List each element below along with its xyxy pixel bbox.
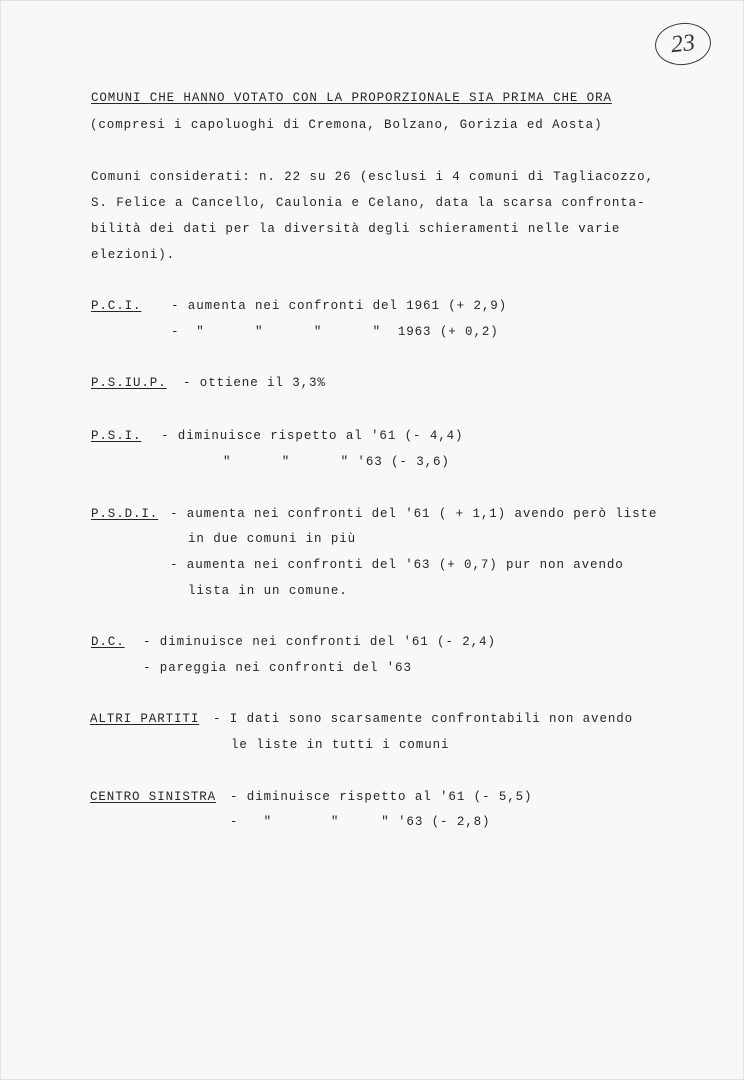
document-title: COMUNI CHE HANNO VOTATO CON LA PROPORZIONALE SIA PRIMA CHE ORA xyxy=(91,91,612,105)
centro-sinistra-line-1: - diminuisce rispetto al '61 (- 5,5) xyxy=(230,790,533,804)
dc-line-2: - pareggia nei confronti del '63 xyxy=(143,661,412,675)
psdi-line-2: in due comuni in più xyxy=(188,532,357,546)
party-name-psiup: P.S.IU.P. xyxy=(91,376,167,390)
psdi-line-1: - aumenta nei confronti del '61 ( + 1,1) avendo però liste xyxy=(170,507,658,521)
party-name-psi: P.S.I. xyxy=(91,429,142,443)
altri-line-1: - I dati sono scarsamente confrontabili non avendo xyxy=(213,712,634,726)
psiup-line-1: - ottiene il 3,3% xyxy=(183,376,326,390)
party-name-centro-sinistra: CENTRO SINISTRA xyxy=(90,790,217,804)
centro-sinistra-line-2: - " " " '63 (- 2,8) xyxy=(230,815,491,829)
psdi-line-4: lista in un comune. xyxy=(188,584,348,598)
page-number-stamp xyxy=(653,20,713,68)
pci-line-2: - " " " " 1963 (+ 0,2) xyxy=(171,325,499,339)
pci-line-1: - aumenta nei confronti del 1961 (+ 2,9) xyxy=(171,299,508,313)
intro-line-1: Comuni considerati: n. 22 su 26 (esclusi i 4 comuni di Tagliacozzo, xyxy=(91,170,654,184)
dc-line-1: - diminuisce nei confronti del '61 (- 2,4) xyxy=(143,635,496,649)
psi-line-2: " " " '63 (- 3,6) xyxy=(223,455,450,469)
party-name-dc: D.C. xyxy=(91,635,125,649)
document-subtitle: (compresi i capoluoghi di Cremona, Bolzano, Gorizia ed Aosta) xyxy=(90,118,603,132)
intro-line-4: elezioni). xyxy=(91,248,176,262)
psi-line-1: - diminuisce rispetto al '61 (- 4,4) xyxy=(161,429,464,443)
intro-line-2: S. Felice a Cancello, Caulonia e Celano, data la scarsa confronta- xyxy=(91,196,646,210)
party-name-altri: ALTRI PARTITI xyxy=(90,712,200,726)
altri-line-2: le liste in tutti i comuni xyxy=(231,738,450,752)
intro-line-3: bilità dei dati per la diversità degli schieramenti nelle varie xyxy=(91,222,621,236)
party-name-psdi: P.S.D.I. xyxy=(91,507,159,521)
party-name-pci: P.C.I. xyxy=(91,299,142,313)
page-number: 23 xyxy=(669,29,697,58)
psdi-line-3: - aumenta nei confronti del '63 (+ 0,7) pur non avendo xyxy=(170,558,624,572)
